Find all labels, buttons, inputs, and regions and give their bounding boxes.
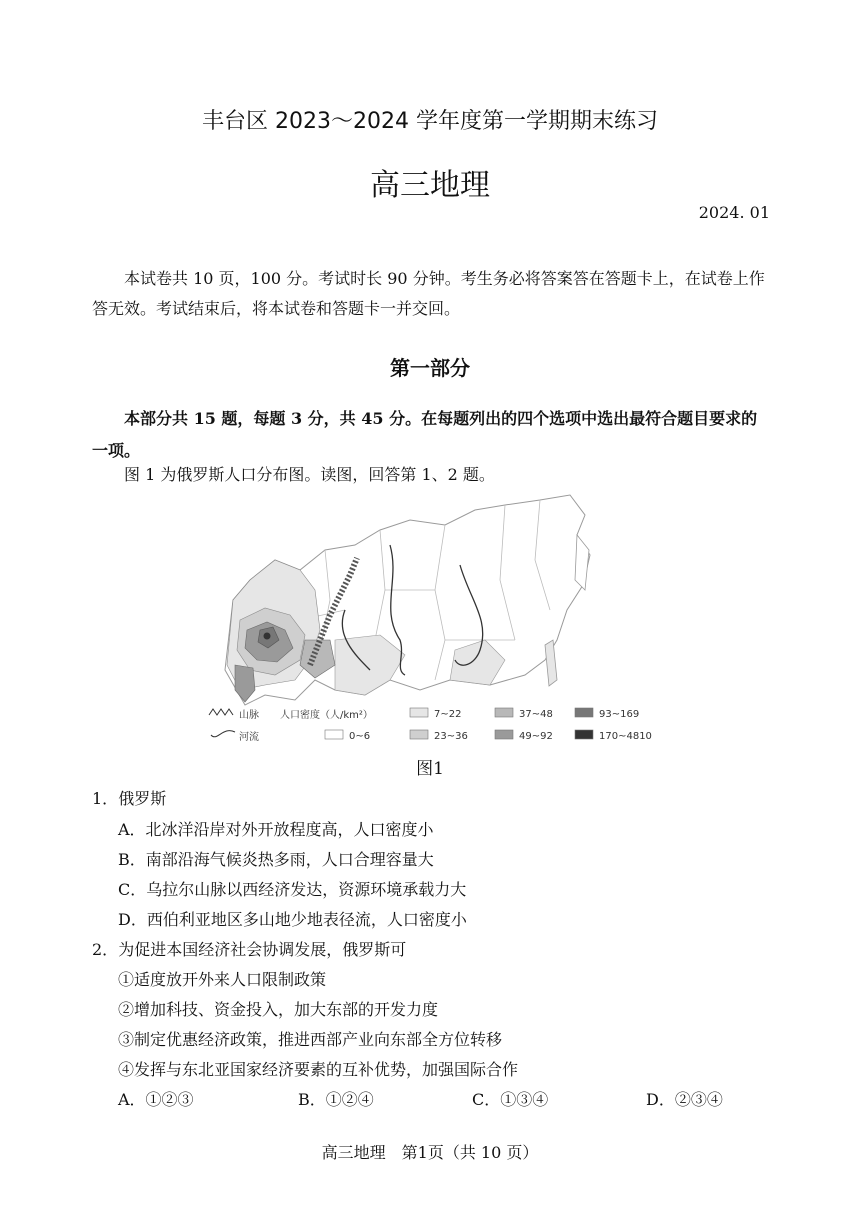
legend-density-title: 人口密度（人/km²） [280,710,373,721]
exam-title: 丰台区 2023～2024 学年度第一学期期末练习 [202,109,658,134]
legend-mountain-symbol [209,709,233,715]
figure-caption: 图1 [416,759,444,779]
legend-river-label: 河流 [239,732,259,743]
legend-swatch-2 [410,730,428,739]
part-heading: 第一部分 [390,356,470,380]
legend-label-3: 37~48 [519,709,553,720]
legend-mountain-label: 山脉 [239,710,259,721]
question-2-text: 为促进本国经济社会协调发展，俄罗斯可 [118,940,407,959]
legend-label-2: 23~36 [434,731,468,742]
question-1-option-a: A．北冰洋沿岸对外开放程度高，人口密度小 [118,820,434,839]
question-1-text: 俄罗斯 [118,789,167,808]
question-1-option-c: C．乌拉尔山脉以西经济发达，资源环境承载力大 [118,880,467,899]
part-description: 本部分共 15 题，每题 3 分，共 45 分。在每题列出的四个选项中选出最符合题目要求的一项。 [92,409,758,460]
question-2-statement-4: ④发挥与东北亚国家经济要素的互补优势，加强国际合作 [118,1060,519,1079]
question-2-option-b: B．①②④ [298,1090,374,1109]
legend-label-0: 0~6 [349,731,371,742]
map-sakhalin [545,640,557,686]
legend-label-4: 49~92 [519,731,553,742]
question-2-option-d: D．②③④ [646,1090,723,1109]
question-2-option-a: A．①②③ [118,1090,194,1109]
legend-label-1: 7~22 [434,709,462,720]
map-moscow-dot [264,633,271,640]
question-2-number: 2． [92,940,119,959]
legend-classes [325,708,652,742]
question-2-stem [92,937,406,960]
question-1-option-d: D．西伯利亚地区多山地少地表径流，人口密度小 [118,910,467,929]
question-1-option-b: B．南部沿海气候炎热多雨，人口合理容量大 [118,850,434,869]
question-2-option-c: C．①③④ [472,1090,549,1109]
legend-label-5: 93~169 [599,709,640,720]
question-2-statement-3: ③制定优惠经济政策，推进西部产业向东部全方位转移 [118,1030,503,1049]
legend-swatch-6 [575,730,593,739]
question-2-statement-1: ①适度放开外来人口限制政策 [118,970,327,989]
legend-swatch-5 [575,708,593,717]
legend-river-symbol [211,731,235,737]
legend-swatch-0 [325,730,343,739]
map-kamchatka [575,535,589,590]
population-map [205,490,655,754]
legend-swatch-4 [495,730,513,739]
question-1-number: 1． [92,789,119,808]
map-legend [209,708,652,743]
legend-label-6: 170~4810 [599,731,652,742]
figure-intro: 图 1 为俄罗斯人口分布图。读图，回答第 1、2 题。 [124,465,495,484]
legend-swatch-3 [495,708,513,717]
question-2-statement-2: ②增加科技、资金投入，加大东部的开发力度 [118,1000,439,1019]
exam-date: 2024. 01 [698,203,770,222]
page-footer: 高三地理 第1页（共 10 页） [321,1143,539,1162]
question-1-stem [92,786,166,809]
subject-title: 高三地理 [370,168,490,203]
legend-swatch-1 [410,708,428,717]
instructions: 本试卷共 10 页，100 分。考试时长 90 分钟。考生务必将答案答在答题卡上，在试卷上作答无效。考试结束后，将本试卷和答题卡一并交回。 [92,269,765,318]
population-map-graphic [205,490,655,750]
